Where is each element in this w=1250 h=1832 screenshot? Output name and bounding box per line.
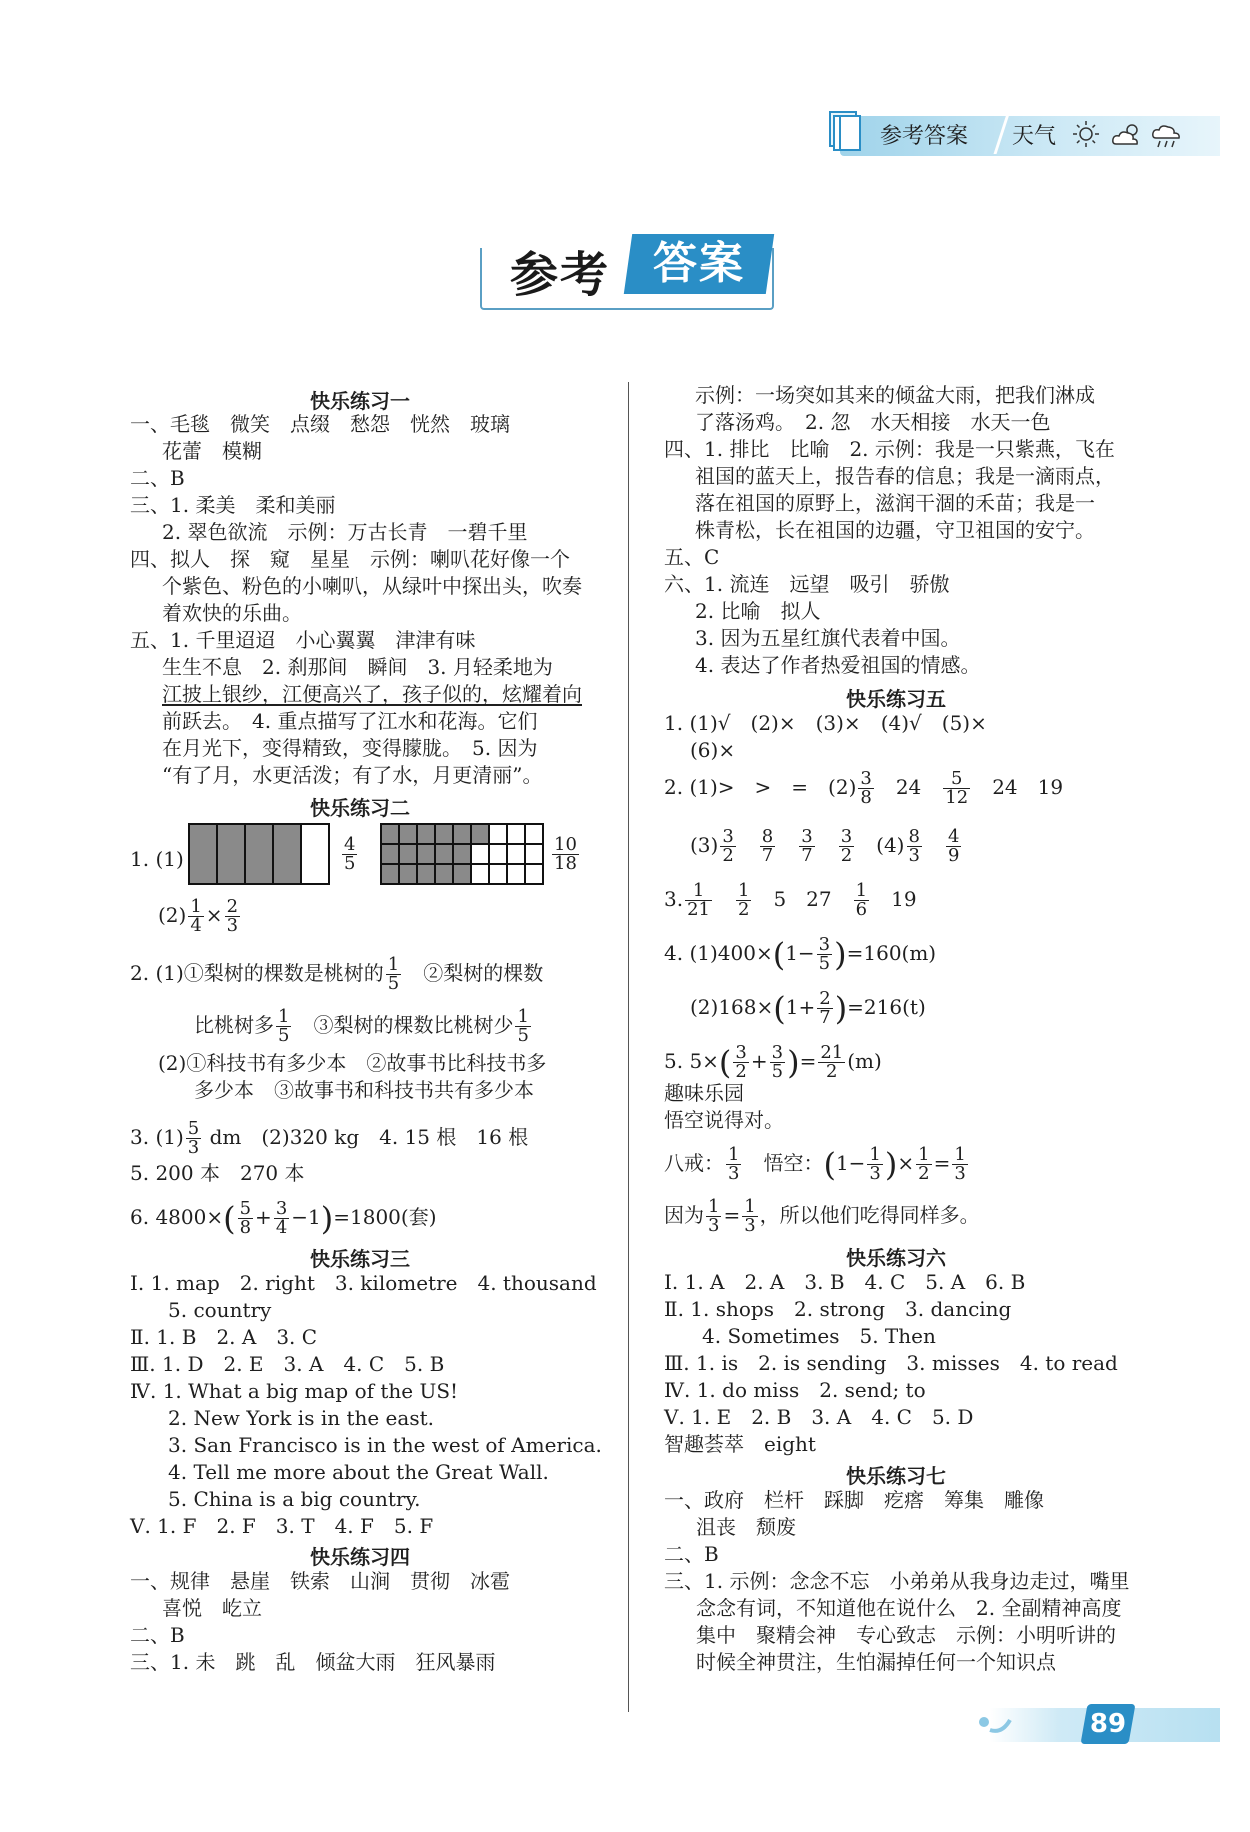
page-number-badge — [1080, 1704, 1135, 1744]
answer-line: 喜悦 屹立 — [162, 1596, 262, 1620]
section-title: 快乐练习二 — [310, 796, 410, 820]
text: 2. (1)①梨树的棵数是桃树的 — [130, 961, 384, 985]
text: (m) — [847, 1049, 882, 1073]
frac-den: 3 — [226, 915, 239, 936]
section-title: 快乐练习四 — [310, 1545, 410, 1569]
answer-line: 四、拟人 探 窥 星星 示例：喇叭花好像一个 — [130, 547, 570, 571]
answer-line: 一、规律 悬崖 铁索 山涧 贯彻 冰雹 — [130, 1569, 510, 1593]
q-label: 3. — [664, 887, 684, 911]
answer-line: 1. (1) — [130, 847, 184, 871]
answer-line: 1. (1)√ (2)× (3)× (4)√ (5)× — [664, 711, 987, 735]
frac-den: 2 — [826, 1061, 838, 1082]
q-label: (4) — [876, 833, 905, 857]
answer-line: (6)× — [690, 738, 736, 762]
answer-line: 2. 翠色欲流 示例：万古长青 一碧千里 — [162, 520, 528, 544]
frac-den: 3 — [869, 1163, 881, 1184]
answer-line: Ⅰ. 1. map 2. right 3. kilometre 4. thousand — [130, 1271, 597, 1295]
sun-cloud-icon — [1110, 120, 1146, 148]
title-part2-box — [624, 234, 774, 294]
answer-fraction — [550, 836, 581, 873]
text: =160(m) — [846, 941, 937, 965]
frac-den: 6 — [855, 899, 868, 920]
text: 悟空： — [763, 1151, 824, 1175]
answer-line: 沮丧 颓废 — [696, 1515, 796, 1539]
answer-line: Ⅱ. 1. shops 2. strong 3. dancing — [664, 1297, 1012, 1321]
frac-num: 8 — [908, 826, 920, 847]
answer-line: 四、1. 排比 比喻 2. 示例：我是一只紫燕，飞在 — [664, 437, 1115, 461]
answer-line: 五、1. 千里迢迢 小心翼翼 津津有味 — [130, 628, 476, 652]
answer-line: 二、B — [130, 466, 185, 490]
answer-line: (2)168×(1+ $\frac{2}{7}$ )=216(t) — [690, 988, 926, 1028]
text: 1+ — [785, 995, 816, 1019]
section-title: 快乐练习六 — [846, 1246, 946, 1270]
frac-num: 2 — [226, 896, 239, 917]
answer-line — [664, 770, 1063, 807]
frac-den: 5 — [517, 1025, 529, 1046]
answer-line: 4. 表达了作者热爱祖国的情感。 — [695, 653, 981, 677]
text: 24 19 — [992, 775, 1064, 799]
frac-num: 1 — [738, 880, 750, 901]
frac-den: 4 — [190, 915, 202, 936]
frac-den: 2 — [722, 845, 734, 866]
frac-num: 5 — [943, 770, 970, 789]
q-label: (3) — [690, 833, 719, 857]
q-label: (2) — [158, 903, 187, 927]
text: ③梨树的棵数比桃树少 — [293, 1013, 514, 1037]
operator: = — [723, 1203, 741, 1227]
answer-line: 5. China is a big country. — [168, 1487, 421, 1511]
answer-line — [194, 1008, 533, 1045]
frac-den: 2 — [735, 1061, 747, 1082]
answer-line: Ⅲ. 1. D 2. E 3. A 4. C 5. B — [130, 1352, 445, 1376]
answer-line: 一、政府 栏杆 踩脚 疙瘩 筹集 雕像 — [664, 1488, 1044, 1512]
answer-line: 八戒： $\frac{1}{3}$ 悟空：(1− $\frac{1}{3}$ )× $\frac{1}{2}$ = $\frac{1}{3}$ — [664, 1144, 966, 1184]
fraction-diagram-2 — [380, 823, 544, 885]
answer-line: Ⅴ. 1. F 2. F 3. T 4. F 5. F — [130, 1514, 434, 1538]
frac-den: 2 — [840, 845, 853, 866]
page-title — [480, 234, 780, 314]
answer-line: 三、1. 示例：念念不忘 小弟弟从我身边走过，嘴里 — [664, 1569, 1130, 1593]
answer-line: Ⅲ. 1. is 2. is sending 3. misses 4. to read — [664, 1351, 1118, 1375]
frac-den: 5 — [344, 853, 356, 874]
frac-num: 1 — [954, 1144, 966, 1165]
answer-line: 5. country — [168, 1298, 272, 1322]
answer-line: 5. 5×( $\frac{3}{2}$ + $\frac{3}{5}$ )= $\frac{21}{2}$ (m) — [664, 1042, 882, 1082]
text: 5 27 — [773, 887, 832, 911]
answer-line: Ⅳ. 1. What a big map of the US! — [130, 1379, 459, 1403]
frac-den: 3 — [728, 1163, 740, 1184]
answer-line: 6. 4800×( $\frac{5}{8}$ + $\frac{3}{4}$ −1)=1800(套) — [130, 1198, 437, 1238]
frac-den: 8 — [239, 1217, 252, 1238]
answer-line: 悟空说得对。 — [664, 1108, 784, 1132]
frac-den: 3 — [908, 845, 920, 866]
answer-line: 5. 200 本 270 本 — [130, 1161, 305, 1185]
frac-num: 3 — [735, 1042, 747, 1063]
answer-line: 五、C — [664, 545, 720, 569]
answer-line: 个紫色、粉色的小喇叭，从绿叶中探出头，吹奏 — [162, 574, 582, 598]
answer-line: 集中 聚精会神 专心致志 示例：小明听讲的 — [696, 1623, 1116, 1647]
answer-line: 多少本 ③故事书和科技书共有多少本 — [194, 1078, 534, 1102]
answer-line: 株青松，长在祖国的边疆，守卫祖国的安宁。 — [695, 518, 1095, 542]
answer-line: 二、B — [664, 1542, 719, 1566]
text: −1 — [291, 1205, 321, 1229]
frac-num: 3 — [818, 934, 831, 955]
answer-line: 趣味乐园 — [664, 1081, 744, 1105]
text: =1800(套) — [333, 1205, 437, 1229]
answer-line: 落在祖国的原野上，滋润干涸的禾苗；我是一 — [695, 491, 1095, 515]
header-answers-label: 参考答案 — [880, 124, 969, 149]
answer-line — [664, 882, 917, 919]
section-title: 快乐练习七 — [846, 1464, 946, 1488]
answer-line: 2. 比喻 拟人 — [695, 599, 821, 623]
wave-icon — [976, 1710, 1020, 1740]
frac-num: 3 — [771, 1042, 784, 1063]
text: 24 — [895, 775, 922, 799]
frac-den: 7 — [761, 845, 774, 866]
frac-num: 21 — [820, 1042, 844, 1063]
answer-line: 4. Tell me more about the Great Wall. — [168, 1460, 549, 1484]
frac-den: 3 — [954, 1163, 966, 1184]
answer-line: 了落汤鸡。 2. 忽 水天相接 水天一色 — [695, 410, 1051, 434]
text: 19 — [891, 887, 917, 911]
text: 1− — [835, 1151, 866, 1175]
answer-line: 三、1. 未 跳 乱 倾盆大雨 狂风暴雨 — [130, 1650, 496, 1674]
frac-num: 8 — [761, 826, 774, 847]
answer-line: “有了月，水更活泼；有了水，月更清丽”。 — [162, 763, 543, 787]
frac-num: 4 — [947, 826, 960, 847]
frac-num: 1 — [278, 1006, 290, 1027]
frac-num: 1 — [708, 1196, 720, 1217]
frac-den: 18 — [554, 853, 577, 874]
book-icon — [826, 108, 862, 152]
frac-den: 7 — [819, 1007, 831, 1028]
answer-line: (2)①科技书有多少本 ②故事书比科技书多 — [158, 1051, 547, 1075]
section-title: 快乐练习五 — [846, 687, 946, 711]
answer-fraction — [340, 836, 359, 873]
frac-den: 3 — [708, 1215, 720, 1236]
frac-den: 7 — [801, 845, 813, 866]
text: 5. 5× — [664, 1049, 719, 1073]
text: ②梨树的棵数 — [403, 961, 544, 985]
text: 3. (1) — [130, 1125, 184, 1149]
column-divider — [628, 382, 629, 1712]
answer-line: 六、1. 流连 远望 吸引 骄傲 — [664, 572, 950, 596]
frac-num: 2 — [819, 988, 831, 1009]
frac-den: 3 — [744, 1215, 756, 1236]
frac-den: 5 — [818, 953, 831, 974]
title-part2: 答案 — [653, 238, 745, 289]
answer-line: 江披上银纱，江便高兴了，孩子似的，炫耀着向 — [162, 682, 582, 706]
operator: + — [750, 1049, 768, 1073]
answer-line: 在月光下，变得精致，变得朦胧。 5. 因为 — [162, 736, 538, 760]
answer-line — [664, 1198, 980, 1235]
frac-num: 1 — [517, 1006, 529, 1027]
answer-line: 花蕾 模糊 — [162, 439, 262, 463]
answer-line — [130, 1120, 528, 1157]
answer-line: 前跃去。 4. 重点描写了江水和花海。它们 — [162, 709, 538, 733]
text: 2. (1)> > = (2) — [664, 775, 857, 799]
answer-line: 智趣荟萃 eight — [664, 1432, 816, 1456]
answer-line: 一、毛毯 微笑 点缀 愁怨 恍然 玻璃 — [130, 412, 510, 436]
frac-den: 9 — [947, 845, 960, 866]
answer-line: 生生不息 2. 刹那间 瞬间 3. 月轻柔地为 — [162, 655, 553, 679]
frac-num: 1 — [744, 1196, 756, 1217]
frac-num: 1 — [918, 1144, 930, 1165]
text: 比桃树多 — [194, 1013, 274, 1037]
answer-line: 3. San Francisco is in the west of America. — [168, 1433, 602, 1457]
cloud-rain-icon — [1150, 120, 1186, 150]
text: (2)168× — [690, 995, 774, 1019]
answer-line: 二、B — [130, 1623, 185, 1647]
frac-den: 2 — [918, 1163, 930, 1184]
frac-num: 5 — [187, 1118, 200, 1139]
text: 6. 4800× — [130, 1205, 224, 1229]
answer-line — [158, 898, 242, 935]
operator: = — [799, 1049, 817, 1073]
answer-line: 2. New York is in the east. — [168, 1406, 434, 1430]
frac-num: 3 — [840, 826, 853, 847]
frac-num: 1 — [855, 880, 868, 901]
frac-num: 3 — [722, 826, 734, 847]
frac-num: 1 — [190, 896, 202, 917]
frac-den: 2 — [738, 899, 750, 920]
operator: × — [205, 903, 223, 927]
frac-den: 3 — [187, 1137, 200, 1158]
text: 4. (1)400× — [664, 941, 773, 965]
frac-num: 5 — [239, 1198, 252, 1219]
answer-line — [690, 828, 963, 865]
title-part1: 参考 — [510, 247, 611, 303]
page-number: 89 — [1089, 1709, 1127, 1739]
frac-num: 3 — [860, 768, 872, 789]
frac-num: 1 — [728, 1144, 740, 1165]
answer-line: Ⅴ. 1. E 2. B 3. A 4. C 5. D — [664, 1405, 974, 1429]
answer-line: 祖国的蓝天上，报告春的信息；我是一滴雨点， — [695, 464, 1115, 488]
answer-line: Ⅳ. 1. do miss 2. send; to — [664, 1378, 926, 1402]
text: 因为 — [664, 1203, 704, 1227]
answer-line: 4. (1)400×(1− $\frac{3}{5}$ )=160(m) — [664, 934, 937, 974]
answer-line: 4. Sometimes 5. Then — [702, 1324, 936, 1348]
section-title: 快乐练习三 — [310, 1247, 410, 1271]
text: 1− — [785, 941, 815, 965]
header-weather-label: 天气 — [1012, 124, 1057, 149]
section-title: 快乐练习一 — [310, 389, 410, 413]
sun-icon — [1070, 120, 1102, 148]
answer-line: 时候全神贯注，生怕漏掉任何一个知识点 — [696, 1650, 1056, 1674]
frac-num: 1 — [685, 882, 712, 901]
answer-line: 示例：一场突如其来的倾盆大雨，把我们淋成 — [695, 383, 1095, 407]
answer-line: 3. 因为五星红旗代表着中国。 — [695, 626, 961, 650]
operator: + — [255, 1205, 272, 1229]
text: ，所以他们吃得同样多。 — [759, 1203, 980, 1227]
frac-den: 4 — [275, 1217, 288, 1238]
text: dm (2)320 kg 4. 15 根 16 根 — [209, 1125, 529, 1149]
frac-num: 1 — [387, 954, 400, 975]
answer-line: Ⅱ. 1. B 2. A 3. C — [130, 1325, 318, 1349]
frac-den: 5 — [771, 1061, 784, 1082]
answer-line: 念念有词，不知道他在说什么 2. 全副精神高度 — [696, 1596, 1122, 1620]
frac-den: 12 — [945, 787, 969, 808]
answer-line: 三、1. 柔美 柔和美丽 — [130, 493, 336, 517]
frac-den: 21 — [687, 899, 710, 920]
frac-den: 5 — [387, 973, 400, 994]
text: =216(t) — [847, 995, 926, 1019]
operator: × — [897, 1151, 915, 1175]
answer-line — [130, 956, 543, 993]
text: 八戒： — [664, 1151, 724, 1175]
operator: = — [933, 1151, 951, 1175]
frac-den: 8 — [860, 787, 872, 808]
frac-num: 3 — [275, 1198, 288, 1219]
frac-num: 4 — [344, 834, 356, 855]
frac-num: 10 — [554, 834, 577, 855]
answer-line: 着欢快的乐曲。 — [162, 601, 302, 625]
frac-num: 1 — [869, 1144, 881, 1165]
answer-line: Ⅰ. 1. A 2. A 3. B 4. C 5. A 6. B — [664, 1270, 1026, 1294]
fraction-diagram-1 — [188, 823, 332, 885]
frac-num: 3 — [801, 826, 813, 847]
frac-den: 5 — [278, 1025, 290, 1046]
